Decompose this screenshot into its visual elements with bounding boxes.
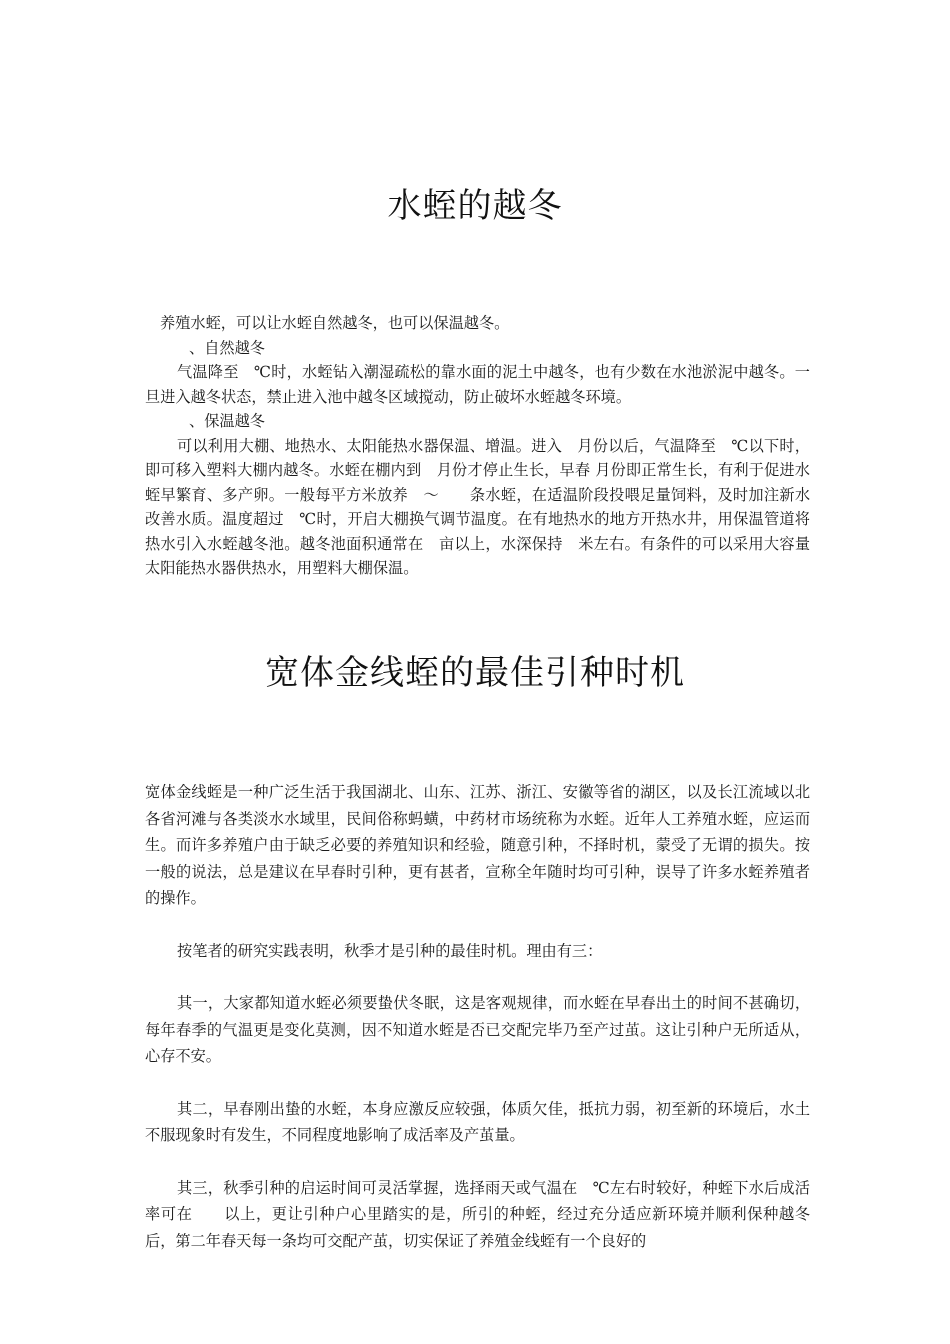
section1-paragraph-natural: 气温降至 ℃时，水蛭钻入潮湿疏松的靠水面的泥土中越冬，也有少数在水池淤泥中越冬。一旦进入越冬状态，禁止进入池中越冬区域搅动，防止破坏水蛭越冬环境。	[145, 363, 810, 406]
section1-heading-insulated: 、保温越冬	[189, 412, 265, 430]
section2-paragraph-5: 其三，秋季引种的启运时间可灵活掌握，选择雨天或气温在 ℃左右时较好，种蛭下水后成活率可在 以上，更让引种户心里踏实的是，所引的种蛭，经过充分适应新环境并顺利保种越冬后，第二年春天每一条均可交配产茧，切实保证了养殖金线蛭有一个良好的	[145, 1178, 810, 1250]
section1-body	[145, 311, 810, 581]
section2-paragraph-1: 宽体金线蛭是一种广泛生活于我国湖北、山东、江苏、浙江、安徽等省的湖区，以及长江流域以北各省河滩与各类淡水水域里，民间俗称蚂蟥，中药材市场统称为水蛭。近年人工养殖水蛭，应运而生。而许多养殖户由于缺乏必要的养殖知识和经验，随意引种，不择时机，蒙受了无谓的损失。按一般的说法，总是建议在早春时引种，更有甚者，宣称全年随时均可引种，误导了许多水蛭养殖者的操作。	[145, 783, 810, 907]
section1-title: 水蛭的越冬	[387, 186, 563, 226]
section1-intro: 养殖水蛭，可以让水蛭自然越冬，也可以保温越冬。	[160, 314, 510, 332]
section2-paragraph-4: 其二，早春刚出蛰的水蛭，本身应激反应较强，体质欠佳，抵抗力弱，初至新的环境后，水土不服现象时有发生，不同程度地影响了成活率及产茧量。	[145, 1099, 810, 1144]
section2-title: 宽体金线蛭的最佳引种时机	[265, 653, 685, 693]
section2-paragraph-3: 其一，大家都知道水蛭必须要蛰伏冬眠，这是客观规律，而水蛭在早春出土的时间不甚确切，每年春季的气温更是变化莫测，因不知道水蛭是否已交配完毕乃至产过茧。这让引种户无所适从，心存不安。	[145, 994, 810, 1065]
section2-body	[145, 779, 810, 1254]
section2-paragraph-2: 按笔者的研究实践表明，秋季才是引种的最佳时机。理由有三：	[177, 941, 603, 960]
section1-paragraph-insulated: 可以利用大棚、地热水、太阳能热水器保温、增温。进入 月份以后，气温降至 ℃以下时，即可移入塑料大棚内越冬。水蛭在棚内到 月份才停止生长，早春 月份即正常生长，有利于促进水蛭早繁育、多产卵。一般每平方米放养 ～ 条水蛭，在适温阶段投喂足量饲料，及时加注新水改善水质。温度超过 ℃时，开启大棚换气调节温度。在有地热水的地方开热水井，用保温管道将热水引入水蛭越冬池。越冬池面积通常在 亩以上，水深保持 米左右。有条件的可以采用大容量太阳能热水器供热水，用塑料大棚保温。	[145, 436, 810, 577]
section1-heading-natural: 、自然越冬	[189, 338, 265, 357]
